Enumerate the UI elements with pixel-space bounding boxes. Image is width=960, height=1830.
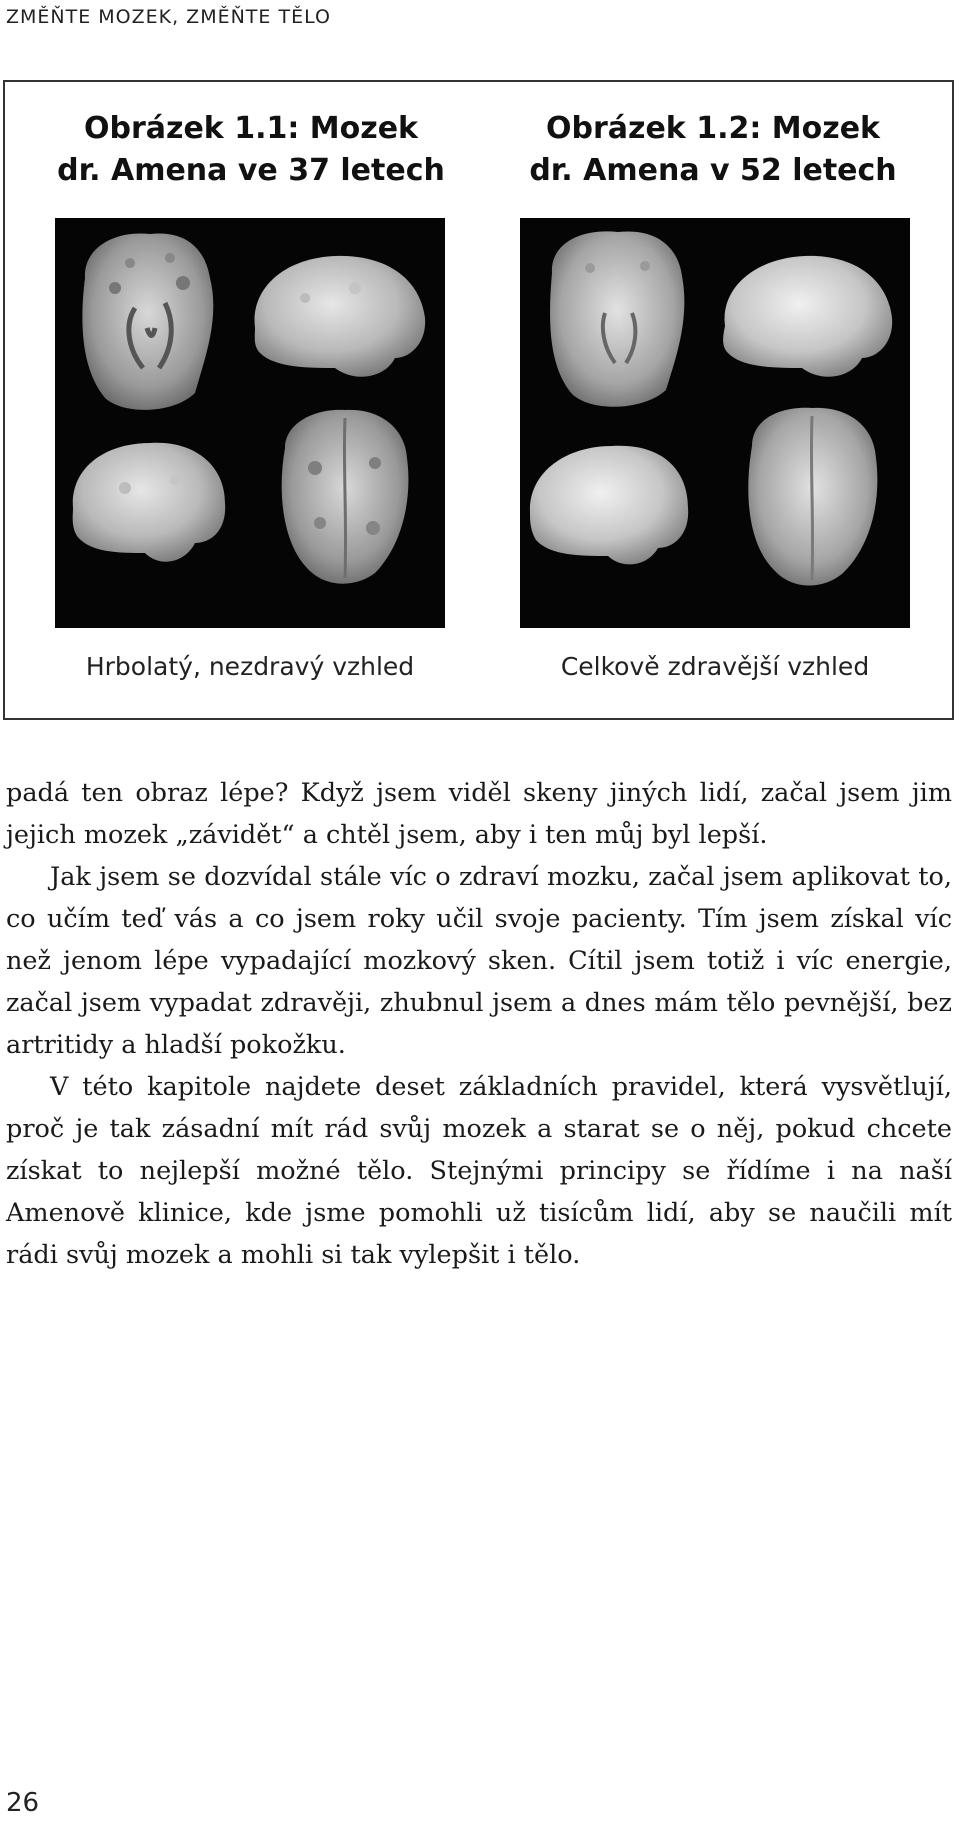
figure-box xyxy=(3,80,954,720)
figure-1-title-line2: dr. Amena ve 37 letech xyxy=(57,153,445,188)
brain-scan-image-1 xyxy=(55,218,445,628)
brain-side-view-2 xyxy=(73,443,226,562)
paragraph-2: Jak jsem se dozvídal stále víc o zdraví mozku, začal jsem aplikovat to, co učím teď vás a co jsem roky učil svoje pacienty. Tím jsem získal víc než jenom lépe vypadající mozkový sken. Cítil jsem totiž i víc energie, začal jsem vypadat zdravěji, zhubnul jsem a dnes mám tělo pevnější, bez artritidy a hladší pokožku. xyxy=(6,862,952,1060)
figure-2-title-line2: dr. Amena v 52 letech xyxy=(529,153,897,188)
figure-1-title-line1: Obrázek 1.1: Mozek xyxy=(83,111,419,146)
figure-1-caption: Hrbolatý, nezdravý vzhled xyxy=(85,652,415,681)
running-head: ZMĚŇTE MOZEK, ZMĚŇTE TĚLO xyxy=(6,6,331,28)
figure-1-title xyxy=(41,108,461,192)
brain-side-view xyxy=(255,256,426,377)
brain-underside-view xyxy=(550,231,684,406)
figure-2-title-line1: Obrázek 1.2: Mozek xyxy=(545,111,881,146)
brain-top-view xyxy=(282,410,409,584)
figure-2-caption: Celkově zdravější vzhled xyxy=(560,652,870,681)
page-number: 26 xyxy=(6,1788,40,1818)
brain-top-view xyxy=(748,408,877,586)
paragraph-3: V této kapitole najdete deset základních pravidel, která vysvětlují, proč je tak zásadní mít rád svůj mozek a starat se o něj, pokud chcete získat to nejlepší možné tělo. Stejnými principy se řídíme i na naší Amenově klinice, kde jsme pomohli už tisícům lidí, aby se naučili mít rádi svůj mozek a mohli si tak vylepšit i tělo. xyxy=(6,1072,952,1270)
brain-side-view-2 xyxy=(530,446,688,565)
brain-scan-image-2 xyxy=(520,218,910,628)
brain-underside-view xyxy=(82,233,213,409)
figure-2-title xyxy=(503,108,923,192)
paragraph-1: padá ten obraz lépe? Když jsem viděl skeny jiných lidí, začal jsem jim jejich mozek „závidět“ a chtěl jsem, aby i ten můj byl lepší. xyxy=(6,778,952,850)
body-text xyxy=(6,772,952,1276)
brain-side-view xyxy=(723,256,892,377)
